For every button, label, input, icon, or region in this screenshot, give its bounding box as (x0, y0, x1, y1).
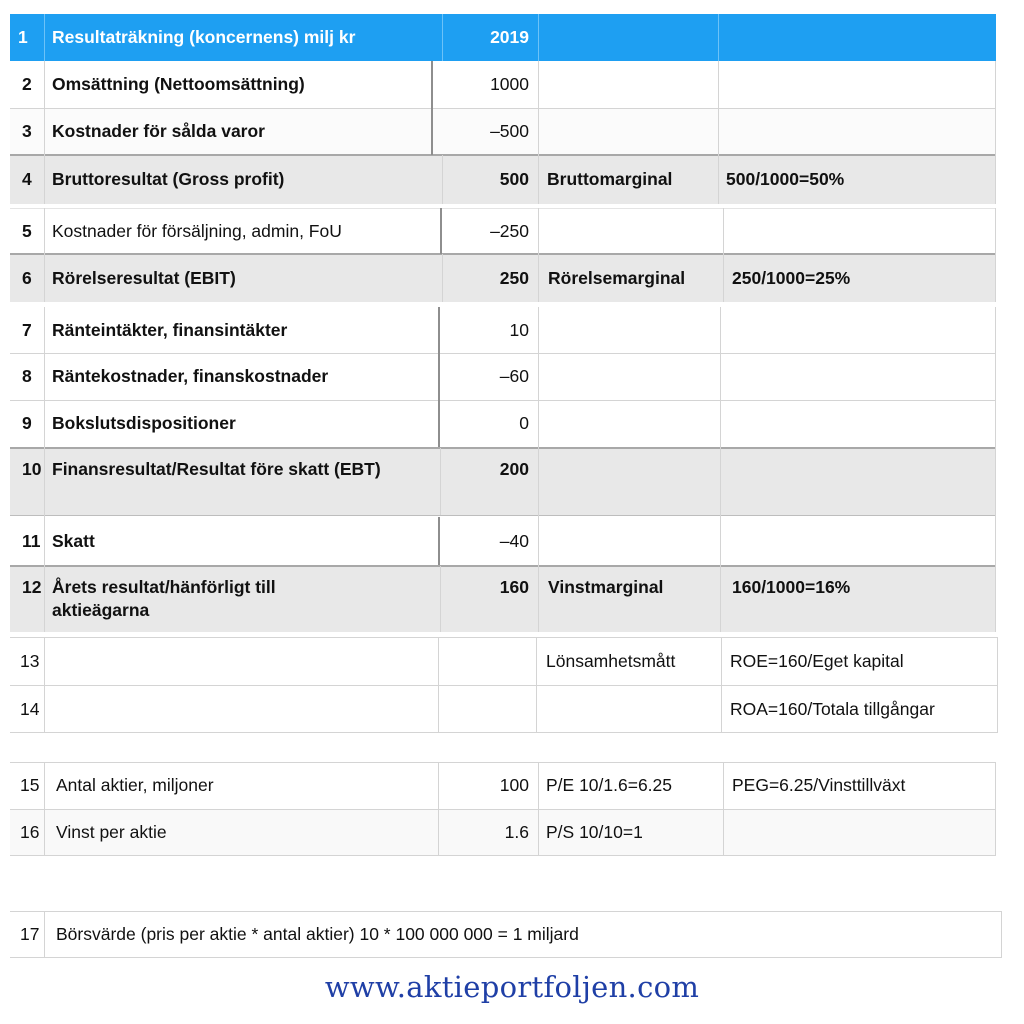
row-number: 2 (22, 74, 32, 94)
row-number: 3 (22, 121, 32, 141)
row-number: 17 (20, 924, 40, 944)
table-row-1 (10, 14, 996, 61)
row-number: 11 (22, 530, 41, 551)
row-label: Rörelseresultat (EBIT) (52, 267, 236, 288)
row-value: –500 (490, 121, 529, 141)
row-number: 15 (20, 775, 40, 795)
table-row-15 (10, 762, 996, 809)
row-formula: 250/1000=25% (732, 267, 851, 288)
table-row-3 (10, 108, 996, 155)
row-label (52, 685, 438, 733)
row-label: Årets resultat/hänförligt till aktieägarna (52, 577, 276, 620)
table-block-market-cap (10, 911, 1002, 958)
table-row-17 (10, 911, 1002, 958)
row-metric: Vinstmarginal (548, 577, 664, 597)
row-metric: Bruttomarginal (547, 169, 673, 189)
table-row-4 (10, 155, 996, 204)
row-label: Kostnader för sålda varor (52, 121, 265, 141)
row-metric: P/E 10/1.6=6.25 (546, 775, 673, 795)
row-metric: Lönsamhetsmått (546, 650, 676, 671)
row-metric: Rörelsemarginal (548, 267, 686, 288)
row-number: 5 (22, 220, 32, 241)
header-title: Resultaträkning (koncernens) milj kr (52, 27, 356, 47)
row-value: 1.6 (504, 822, 529, 842)
table-block-income-c (10, 307, 996, 632)
table-block-income-a (10, 14, 996, 204)
row-value: 160 (499, 577, 529, 597)
row-formula: 160/1000=16% (732, 577, 851, 597)
table-block-per-share (10, 762, 996, 856)
row-value: 200 (499, 459, 529, 479)
row-value: 0 (519, 413, 529, 433)
row-label: Finansresultat/Resultat före skatt (EBT) (52, 459, 381, 479)
table-row-9 (10, 400, 996, 447)
row-number: 13 (20, 650, 40, 671)
row-number: 1 (18, 27, 28, 47)
row-label: Antal aktier, miljoner (56, 775, 214, 795)
row-formula: ROE=160/Eget kapital (730, 650, 904, 671)
row-number: 12 (22, 577, 42, 597)
row-number: 4 (22, 169, 32, 189)
table-row-8 (10, 353, 996, 400)
row-label: Börsvärde (pris per aktie * antal aktier) 10 * 100 000 000 = 1 miljard (56, 924, 579, 944)
row-label: Bokslutsdispositioner (52, 413, 236, 433)
header-year: 2019 (490, 27, 529, 47)
row-formula (732, 809, 996, 856)
table-row-16 (10, 809, 996, 856)
row-value (440, 637, 538, 685)
table-row-13 (10, 637, 998, 685)
table-row-2 (10, 61, 996, 108)
row-number: 14 (20, 698, 40, 719)
row-number: 6 (22, 267, 32, 288)
table-row-10 (10, 448, 996, 515)
row-label: Vinst per aktie (56, 822, 167, 842)
row-label (52, 637, 438, 685)
row-value: –60 (499, 366, 529, 386)
row-number: 9 (22, 413, 32, 433)
row-value: 10 (509, 319, 529, 340)
row-value (440, 685, 538, 733)
row-number: 7 (22, 319, 32, 340)
row-value: –40 (499, 530, 529, 551)
row-value: 1000 (490, 74, 529, 94)
table-row-6 (10, 254, 996, 302)
row-formula: 500/1000=50% (726, 169, 845, 189)
row-value: –250 (490, 220, 529, 241)
table-row-5 (10, 208, 996, 254)
row-label: Räntekostnader, finanskostnader (52, 366, 329, 386)
table-row-11 (10, 517, 996, 565)
row-label: Skatt (52, 530, 95, 551)
row-label: Bruttoresultat (Gross profit) (52, 169, 285, 189)
table-row-12 (10, 566, 996, 632)
row-metric: P/S 10/10=1 (546, 822, 643, 842)
row-value: 500 (499, 169, 529, 189)
row-value: 100 (499, 775, 529, 795)
row-number: 8 (22, 366, 32, 386)
footer-url[interactable]: www.aktieportfoljen.com (324, 970, 700, 1004)
table-row-7 (10, 307, 996, 353)
row-metric (546, 685, 724, 733)
row-number: 16 (20, 822, 40, 842)
row-value: 250 (499, 267, 529, 288)
row-label: Omsättning (Nettoomsättning) (52, 74, 305, 94)
row-label: Ränteintäkter, finansintäkter (52, 319, 288, 340)
table-block-ratios (10, 637, 998, 733)
row-formula: PEG=6.25/Vinsttillväxt (732, 775, 906, 795)
table-row-14 (10, 685, 998, 733)
row-label: Kostnader för försäljning, admin, FoU (52, 220, 342, 241)
row-formula: ROA=160/Totala tillgångar (730, 698, 935, 719)
table-block-income-b (10, 208, 996, 302)
row-number: 10 (22, 459, 42, 479)
